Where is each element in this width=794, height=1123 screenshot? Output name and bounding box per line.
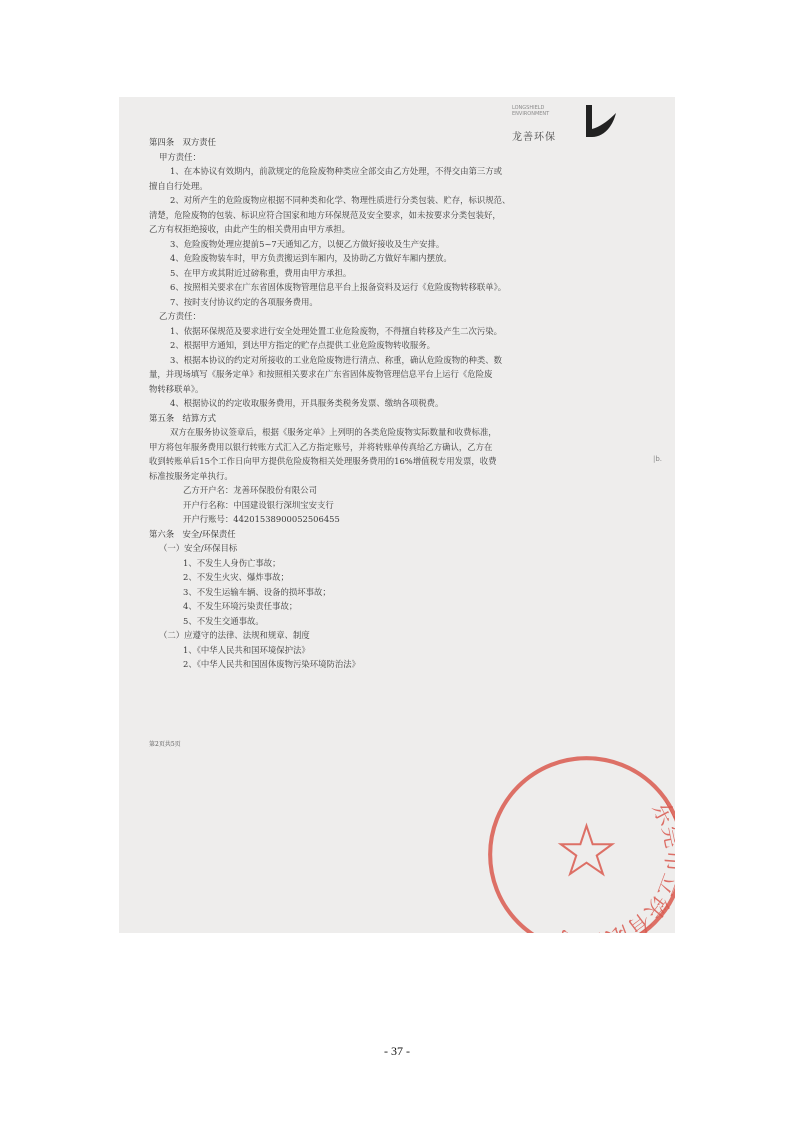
company-seal-stamp: [484, 752, 688, 956]
document-line: 标准按服务定单执行。: [149, 470, 233, 481]
document-line: 开户行名称：中国建设银行深圳宝安支行: [183, 499, 334, 510]
document-line: 乙方责任：: [159, 311, 201, 321]
document-line: 擅自自行处理。: [149, 180, 208, 191]
document-line: 双方在服务协议签章后，根据《服务定单》上列明的各类危险废物实际数量和收费标准，: [170, 427, 497, 437]
stamp-text: 东莞市立铁有限公司: [555, 797, 688, 956]
document-line: 3、不发生运输车辆、设备的损坏事故；: [183, 586, 331, 597]
document-line: 甲方将包年服务费用以银行转账方式汇入乙方指定账号，并将转账单传真给乙方确认，乙方在: [149, 441, 493, 452]
logo-chinese-text: 龙善环保: [512, 132, 556, 143]
scanned-document: [119, 97, 688, 956]
section-heading: 第六条 安全/环保责任: [149, 528, 236, 539]
page-number: - 37 -: [384, 1044, 410, 1058]
document-line: 收到转账单后15个工作日向甲方提供危险废物相关处理服务费用的16%增值税专用发票，收费: [149, 456, 497, 466]
document-line: 1、不发生人身伤亡事故；: [183, 557, 281, 568]
side-mark: |b.: [653, 455, 663, 463]
document-line: 1、《中华人民共和国环境保护法》: [183, 644, 310, 655]
document-line: 6、按照相关要求在广东省固体废物管理信息平台上报备资料及运行《危险废物转移联单》。: [170, 282, 507, 292]
document-line: 3、危险废物处理应提前5~7天通知乙方，以便乙方做好接收及生产安排。: [170, 238, 445, 249]
document-line: 甲方责任：: [159, 151, 201, 162]
document-line: 2、对所产生的危险废物应根据不同种类和化学、物理性质进行分类包装、贮存，标识规范、: [170, 195, 511, 205]
document-line: （二）应遵守的法律、法规和规章、制度: [159, 630, 310, 640]
document-line: （一）安全/环保目标: [159, 543, 238, 553]
document-line: 1、在本协议有效期内，前款规定的危险废物种类应全部交由乙方处理，不得交由第三方或: [170, 166, 502, 176]
document-line: 4、根据协议的约定收取服务费用，开具服务类税务发票、缴纳各项税费。: [170, 398, 444, 408]
document-line: 物转移联单》。: [149, 383, 204, 394]
document-line: 2、《中华人民共和国固体废物污染环境防治法》: [183, 659, 361, 669]
stamp-star-icon: [561, 826, 612, 874]
document-line: 开户行账号：44201538900052506455: [183, 514, 340, 524]
document-line: 2、不发生火灾、爆炸事故；: [183, 572, 289, 582]
section-heading: 第五条 结算方式: [149, 412, 216, 423]
document-line: 乙方开户名：龙善环保股份有限公司: [183, 485, 317, 495]
document-line: 5、不发生交通事故。: [183, 615, 264, 626]
page-footer: 第2页共5页: [149, 741, 181, 748]
document-line: 乙方有权拒绝接收，由此产生的相关费用由甲方承担。: [149, 224, 350, 234]
document-body: [149, 135, 649, 672]
section-heading: 第四条 双方责任: [149, 137, 216, 147]
document-line: 量，并现场填写《服务定单》和按照相关要求在广东省固体废物管理信息平台上运行《危险废: [149, 369, 493, 379]
document-line: 1、依据环保规范及要求进行安全处理处置工业危险废物，不得擅自转移及产生二次污染。: [170, 325, 502, 336]
logo-english-text: LONGSHIELD ENVIRONMENT: [512, 105, 550, 117]
document-line: 3、根据本协议的约定对所接收的工业危险废物进行清点、称重，确认危险废物的种类、数: [170, 354, 502, 365]
document-line: 7、按时支付协议约定的各项服务费用。: [170, 296, 318, 307]
document-line: 2、根据甲方通知，到达甲方指定的贮存点提供工业危险废物转收服务。: [170, 340, 435, 350]
document-line: 4、不发生环境污染责任事故；: [183, 601, 298, 611]
document-line: 4、危险废物装车时，甲方负责搬运到车厢内，及协助乙方做好车厢内摆放。: [170, 253, 452, 263]
document-line: 5、在甲方或其附近过磅称重，费用由甲方承担。: [170, 267, 352, 278]
document-line: 清楚，危险废物的包装、标识应符合国家和地方环保规范及安全要求，如未按要求分类包装好，: [149, 209, 501, 220]
